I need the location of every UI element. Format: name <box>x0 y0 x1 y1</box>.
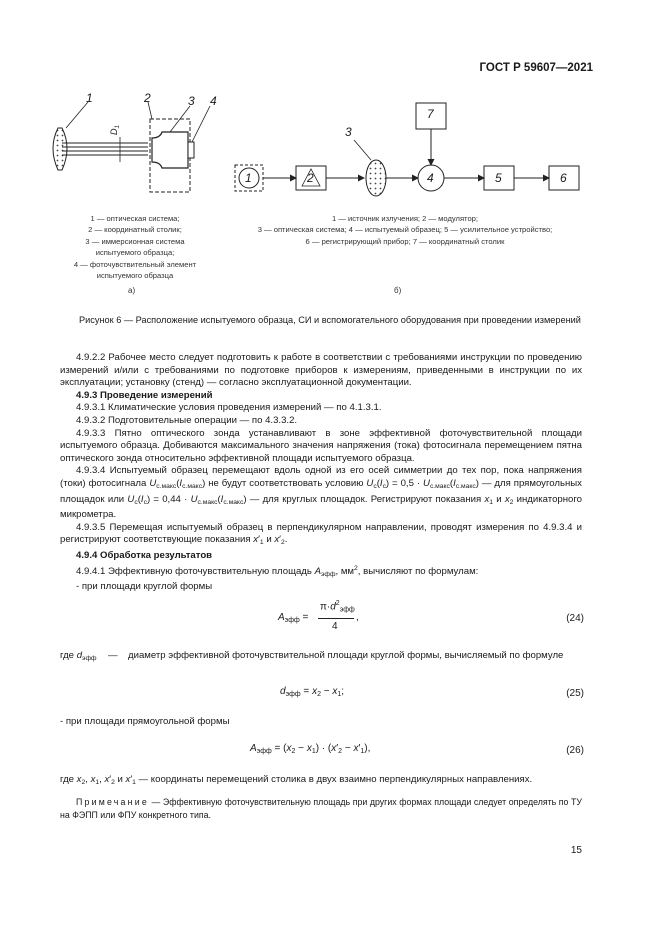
equation-25: $d_{эфф} = x_2 - x_1$; <box>280 686 345 698</box>
figure-b-diagram <box>228 96 588 206</box>
legend-a-item-2: 2 — координатный столик; <box>88 225 182 235</box>
fig-a-label-4: 4 <box>210 94 217 108</box>
fig-b-label-5: 5 <box>495 171 502 185</box>
coords-line: где $x_2$, $x_1$, $x'_2$ и $x'_1$ — координаты перемещений столика в двух взаимно перпендикулярных направлениях. <box>60 774 533 786</box>
legend-a-item-4: 4 — фоточувствительный элемент <box>73 259 197 269</box>
fig-a-label-1: 1 <box>86 91 93 105</box>
where-explanation: диаметр эффективной фоточувствительной площади круглой формы, вычисляемый по формуле <box>128 650 564 661</box>
fig-a-dim-text: D <box>109 128 120 136</box>
fig-a-label-2: 2 <box>144 91 151 105</box>
document-header: ГОСТ Р 59607—2021 <box>479 62 593 74</box>
legend-b-line-3: 6 — регистрирующий прибор; 7 — координатный столик <box>305 236 505 246</box>
figure-b-sublabel: б) <box>394 286 402 295</box>
page-number: 15 <box>570 845 582 856</box>
fig-b-label-2: 2 <box>307 171 314 185</box>
circle-form-line: - при площади круглой формы <box>76 581 213 593</box>
note-label: Примечание <box>76 797 149 807</box>
fig-b-label-1: 1 <box>245 171 252 185</box>
heading-4-9-3: 4.9.3 Проведение измерений <box>76 389 213 401</box>
figure-a-diagram <box>40 88 230 200</box>
equation-26: $A_{эфф} = (x_2 - x_1) \cdot (x'_2 - x'_1)$, <box>250 743 371 755</box>
where-clause: где $d_{эфф}$ <box>60 650 97 662</box>
legend-a-item-3b: испытуемого образца; <box>95 248 175 258</box>
figure-a-sublabel: а) <box>128 286 136 295</box>
section-4-9-text <box>60 352 582 594</box>
where-dash: — <box>108 650 118 661</box>
figure-caption: Рисунок 6 — Расположение испытуемого образца, СИ и вспомогательного оборудования при проведении измерений <box>79 315 581 325</box>
figure-a-legend <box>60 213 210 281</box>
para-4-9-3-5: 4.9.3.5 Перемещая испытуемый образец в перпендикулярном направлении, проводят измерения по 4.9.3.4 и регистрируют соответствующие показания $x'_1$ и $x'_2$. <box>60 521 582 547</box>
para-4-9-3-3: 4.9.3.3 Пятно оптического зонда устанавливают в зоне эффективной фоточувствительной площади испытуемого образца. Добиваются максимального значения напряжения (тока) фотосигнала перемещением пятна оптического зонда относительно эффективной площади испытуемого образца. <box>60 427 582 464</box>
fig-b-label-6: 6 <box>560 171 567 185</box>
rect-form-line: - при площади прямоугольной формы <box>60 716 230 727</box>
equation-25-number: (25) <box>566 688 584 699</box>
para-4-9-3-2: 4.9.3.2 Подготовительные операции — по 4.3.3.2. <box>76 414 298 426</box>
legend-a-item-1: 1 — оптическая система; <box>90 214 180 223</box>
heading-4-9-4: 4.9.4 Обработка результатов <box>76 549 213 561</box>
note-text: — Эффективную фоточувствительную площадь при других формах площади следует определять по ТУ на ФЭПП или ФПУ конкретного типа. <box>60 797 582 820</box>
equation-26-number: (26) <box>566 745 584 756</box>
note <box>60 796 582 822</box>
legend-b-line-2: 3 — оптическая система; 4 — испытуемый образец; 5 — усилительное устройство; <box>257 225 553 235</box>
fig-a-label-3: 3 <box>188 94 195 108</box>
legend-a-item-3: 3 — иммерсионная система <box>85 236 185 246</box>
fig-b-label-4: 4 <box>427 171 434 185</box>
figure-b-legend <box>220 213 590 247</box>
para-4-9-3-1: 4.9.3.1 Климатические условия проведения измерений — по 4.1.3.1. <box>76 402 382 414</box>
para-4-9-4-1: 4.9.4.1 Эффективную фоточувствительную площадь $A_{эфф}$, $мм^2$, вычисляют по формулам: <box>76 564 479 578</box>
para-4-9-3-4: 4.9.3.4 Испытуемый образец перемещают вдоль одной из его осей симметрии до тех пор, пока напряжения (токи) фотосигнала $U_{с.макс}(I_{с.макс})$ не будут соответствовать условию $U_с(I_с) = 0,5 \cdot U_{с.макс}(I_{с.макс})$ — для прямоугольных площадок или $U_с(I_с) = 0,44 \cdot U_{с.макс}(I_{с.макс})$ — для круглых площадок. Регистрируют показания $x_1$ и $x_2$ индикаторного микрометра. <box>60 465 583 521</box>
fig-a-dim-label: $D_1$ <box>109 124 122 136</box>
fig-b-label-3: 3 <box>345 125 352 139</box>
fig-b-label-7: 7 <box>427 107 434 121</box>
legend-b-line-1: 1 — источник излучения; 2 — модулятор; <box>331 214 479 223</box>
legend-a-item-4b: испытуемого образца <box>96 271 174 281</box>
equation-24-number: (24) <box>566 613 584 624</box>
para-4-9-2-2: 4.9.2.2 Рабочее место следует подготовить к работе в соответствии с требованиями инструкции по проведению измерений и/или с требованиями по подготовке приборов к измерениям, приведенными в инструкции по их эксплуатации; установку (стенд) — согласно эксплуатационной документации. <box>60 352 582 389</box>
